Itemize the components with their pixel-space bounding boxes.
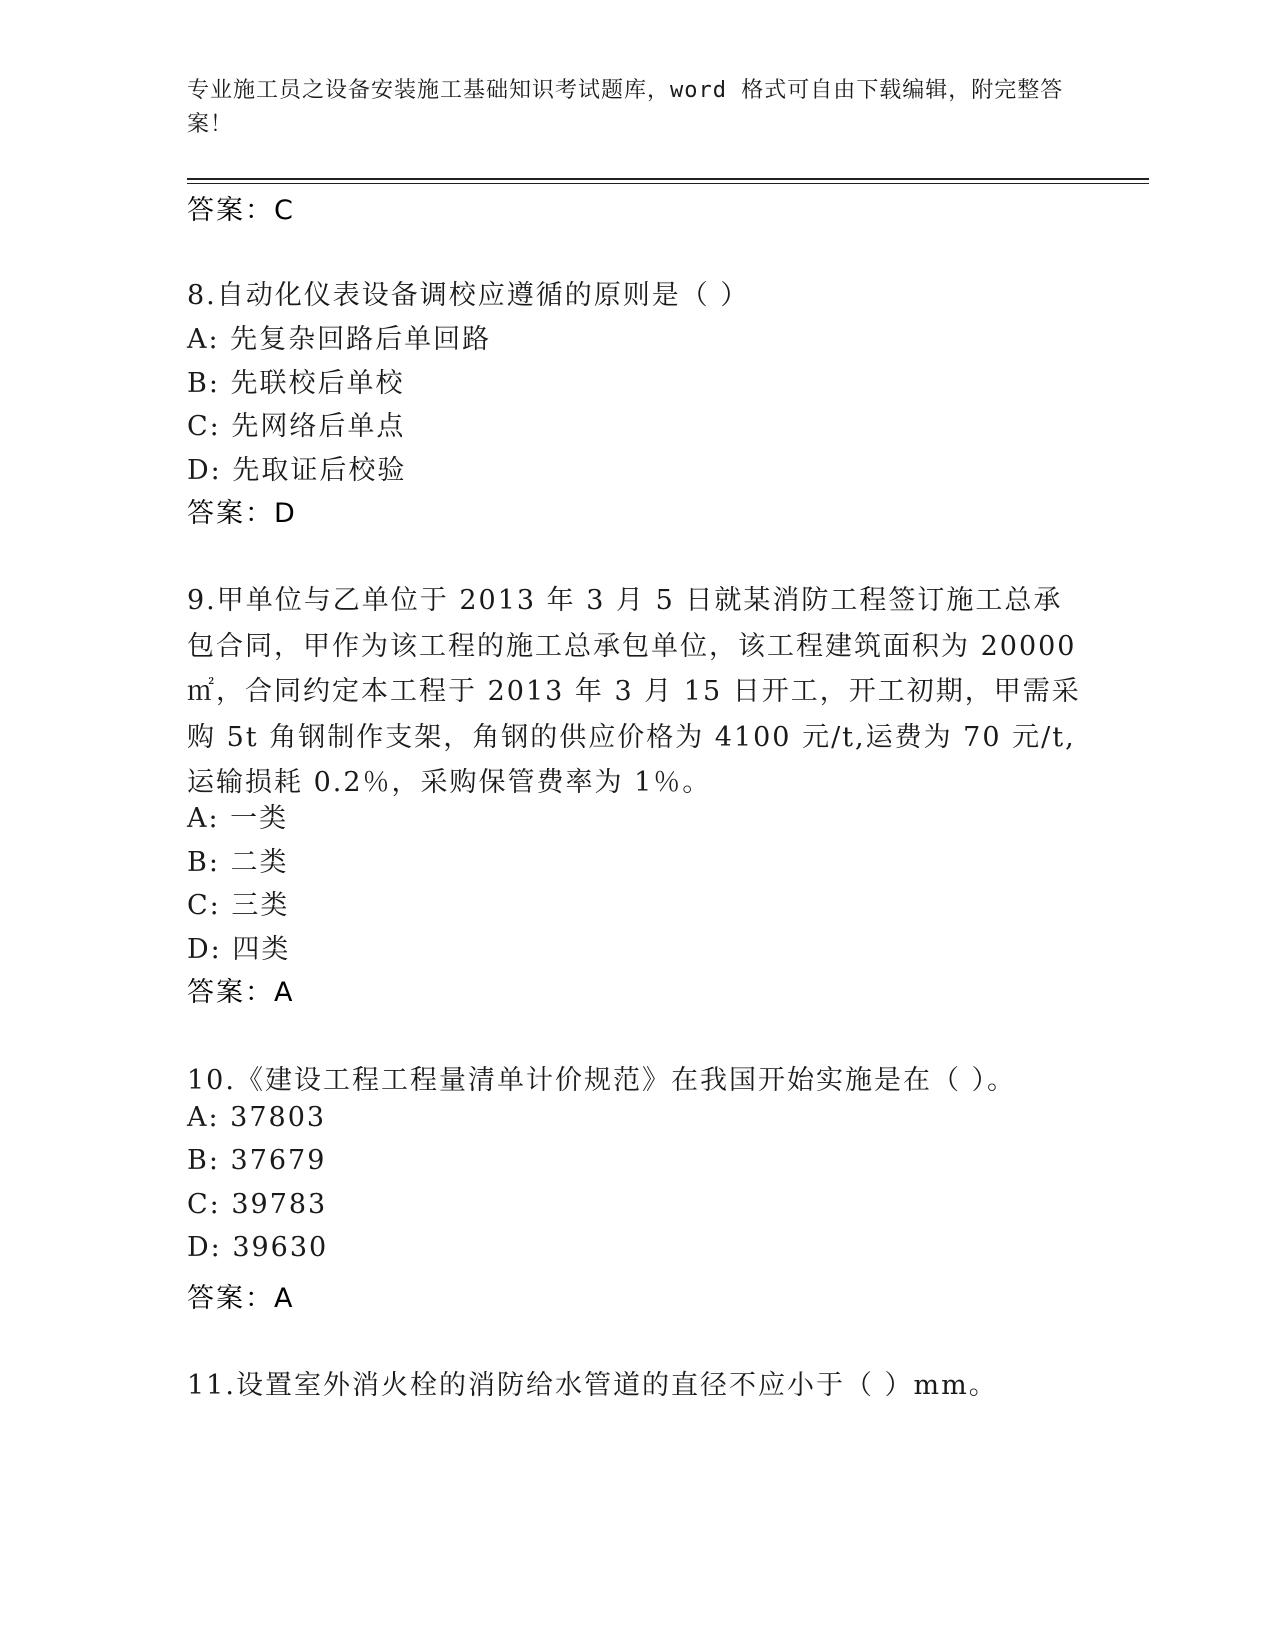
question-9-option-d: D: 四类	[187, 934, 291, 965]
question-9-option-b: B: 二类	[187, 847, 289, 878]
question-11-text: 11.设置室外消火栓的消防给水管道的直径不应小于（ ）mm。	[187, 1370, 998, 1401]
header-rule-thick	[187, 178, 1149, 180]
question-8-option-d: D: 先取证后校验	[187, 455, 407, 486]
question-8-option-b: B: 先联校后单校	[187, 368, 405, 399]
document-header: 专业施工员之设备安装施工基础知识考试题库，word 格式可自由下载编辑，附完整答案！	[187, 78, 1064, 137]
question-10-text: 10.《建设工程工程量清单计价规范》在我国开始实施是在（ ）。	[187, 1065, 1017, 1096]
question-8-option-a: A: 先复杂回路后单回路	[187, 324, 492, 355]
question-8-text: 8.自动化仪表设备调校应遵循的原则是（ ）	[187, 280, 750, 311]
question-10-option-a: A: 37803	[187, 1102, 327, 1133]
header-rule-thin	[187, 183, 1149, 184]
question-10-option-d: D: 39630	[187, 1232, 329, 1263]
question-10-option-c: C: 39783	[187, 1189, 328, 1220]
question-8-answer: 答案：D	[187, 498, 297, 529]
answer-previous: 答案：C	[187, 195, 295, 226]
question-9-option-a: A: 一类	[187, 803, 289, 834]
question-9-option-c: C: 三类	[187, 890, 290, 921]
question-10-option-b: B: 37679	[187, 1145, 327, 1176]
question-8-option-c: C: 先网络后单点	[187, 411, 406, 442]
question-10-answer: 答案：A	[187, 1283, 295, 1314]
question-9-answer: 答案：A	[187, 977, 295, 1008]
question-9-text: 9.甲单位与乙单位于 2013 年 3 月 5 日就某消防工程签订施工总承包合同，甲作为该工程的施工总承包单位，该工程建筑面积为 20000㎡，合同约定本工程于 2013 年 3 月 15 日开工，开工初期，甲需采购 5t 角钢制作支架，角钢的供应价格为 4100 元/t,运费为 70 元/t,运输损耗 0.2％，采购保管费率为 1％。	[187, 585, 1081, 798]
